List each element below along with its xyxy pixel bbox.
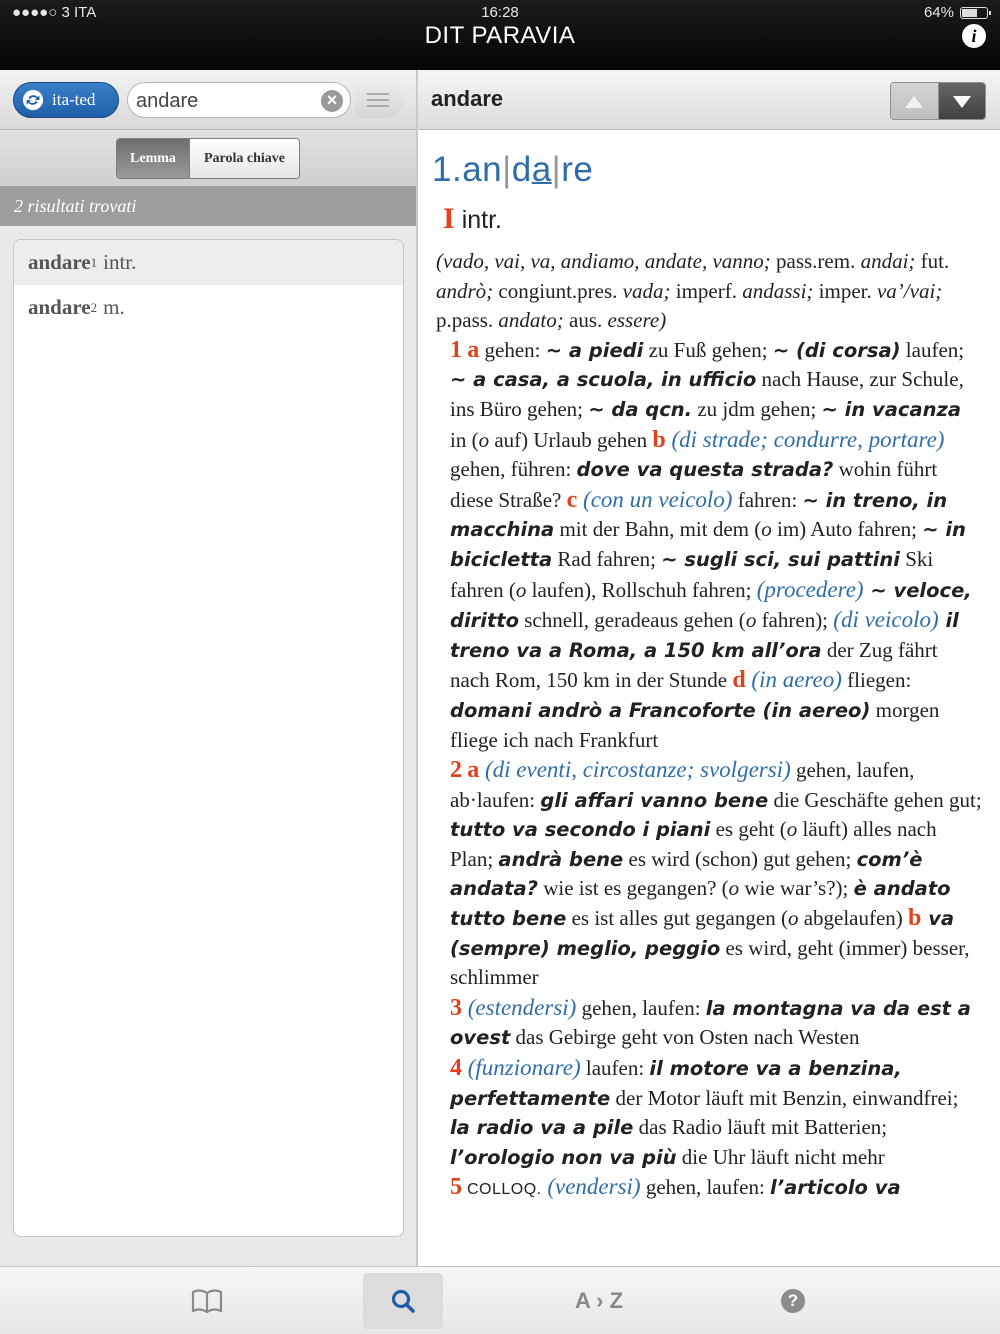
search-header (0, 70, 417, 130)
result-item[interactable] (14, 285, 403, 330)
entry-content (418, 130, 1000, 1205)
app-title: DIT PARAVIA (424, 22, 576, 49)
result-homonym-number: 2 (90, 299, 98, 315)
menu-icon (367, 93, 389, 95)
title-bar (0, 0, 1000, 70)
tab-bar (0, 1266, 1000, 1334)
tab-index[interactable] (559, 1273, 639, 1329)
swap-icon (22, 89, 44, 111)
segment-lemma[interactable]: Lemma (117, 139, 189, 178)
sense-3: 3 (estendersi) gehen, laufen: la montagna va da est a ovest das Gebirge geht von Osten nach Westen (450, 994, 971, 1050)
book-icon (191, 1288, 223, 1314)
tab-search[interactable] (363, 1273, 443, 1329)
language-direction-label: ita-ted (52, 90, 96, 109)
battery-indicator (924, 4, 988, 21)
result-homonym-number: 1 (90, 254, 98, 270)
carrier-label: ●●●●○ 3 ITA (12, 4, 97, 21)
tab-help[interactable] (753, 1273, 833, 1329)
help-icon: ? (781, 1289, 805, 1313)
previous-entry-button[interactable] (891, 83, 938, 120)
sense-4: 4 (funzionare) laufen: il motore va a benzina, perfettamente der Motor läuft mit Benzin, einwandfrei; la radio va a pile das Radio läuft mit Batterien; l’orologio non va più die Uhr läuft nicht mehr (450, 1055, 959, 1169)
result-item[interactable] (14, 240, 403, 285)
info-icon[interactable]: i (962, 24, 986, 48)
part-of-speech: I intr. (443, 202, 502, 235)
search-box (127, 82, 351, 118)
sense-5: 5 COLLOQ. (vendersi) gehen, laufen: l’articolo va (450, 1174, 901, 1201)
conjugation: (vado, vai, va, andiamo, andate, vanno; pass.rem. andai; fut. andrò; congiunt.pres. vada; imperf. andassi; imper. va’/vai; p.pass. andato; aus. essere) (436, 249, 950, 333)
result-pos: m. (103, 295, 125, 319)
clock: 16:28 (481, 4, 519, 21)
stress-mark: a (531, 150, 552, 189)
headword: 1.an|da|re (432, 150, 594, 189)
next-entry-button[interactable] (938, 83, 985, 120)
status-bar (0, 4, 1000, 24)
search-icon (390, 1288, 416, 1314)
entry-navigation (890, 82, 986, 120)
search-mode-area (0, 130, 417, 186)
tab-dictionary[interactable] (167, 1273, 247, 1329)
entry-header (418, 70, 1000, 130)
results-list (13, 239, 404, 1237)
sense-2: 2 a (di eventi, circostanze; svolgersi) gehen, laufen, ab·laufen: gli affari vanno bene die Geschäfte gehen gut; tutto va secondo i piani es geht (o läuft) alles nach Plan; andrà bene es wird (schon) gut gehen; com’è andata? wie ist es gegangen? (o wie war’s?); è andato tutto bene es ist alles gut gegangen (o abgelaufen) b va (sempre) meglio, peggio es wird, geht (immer) besser, schlimmer (450, 757, 982, 990)
result-word: andare (28, 295, 91, 319)
menu-button[interactable] (355, 82, 403, 118)
segment-parola-chiave[interactable]: Parola chiave (189, 139, 299, 178)
battery-icon (960, 7, 988, 19)
a-z-icon: A › Z (574, 1288, 624, 1313)
sense-1: 1 a gehen: ~ a piedi zu Fuß gehen; ~ (di corsa) laufen; ~ a casa, a scuola, in ufficio nach Hause, zur Schule, ins Büro gehen; ~ da qcn. zu jdm gehen; ~ in vacanza in (o auf) Urlaub gehen b (di strade; condurre, portare) gehen, führen: dove va questa strada? wohin führt diese Straße? c (con un veicolo) fahren: ~ in treno, in macchina mit der Bahn, mit dem (o im) Auto fahren; ~ in bicicletta Rad fahren; ~ sugli sci, sui pattini Ski fahren (o laufen), Rollschuh fahren; (procedere) ~ veloce, diritto schnell, geradeaus gehen (o fahren); (di veicolo) il treno va a Roma, a 150 km all’ora der Zug fährt nach Rom, 150 km in der Stunde d (in aereo) fliegen: domani andrò a Francoforte (in aereo) morgen fliege ich nach Frankfurt (450, 336, 972, 752)
battery-percent: 64% (923, 4, 954, 21)
search-input[interactable] (136, 88, 316, 114)
results-count: 2 risultati trovati (0, 186, 417, 226)
result-word: andare (28, 250, 91, 274)
language-direction-button[interactable] (13, 82, 119, 118)
left-panel (0, 70, 417, 1266)
result-pos: intr. (103, 250, 137, 274)
battery-fill (962, 9, 977, 17)
entry-title: andare (431, 86, 504, 111)
arrow-down-icon (953, 96, 971, 108)
search-mode-segmented-control (116, 138, 300, 179)
arrow-up-icon (905, 96, 923, 108)
clear-icon[interactable]: × (321, 90, 343, 112)
entry-panel (418, 70, 1000, 1266)
